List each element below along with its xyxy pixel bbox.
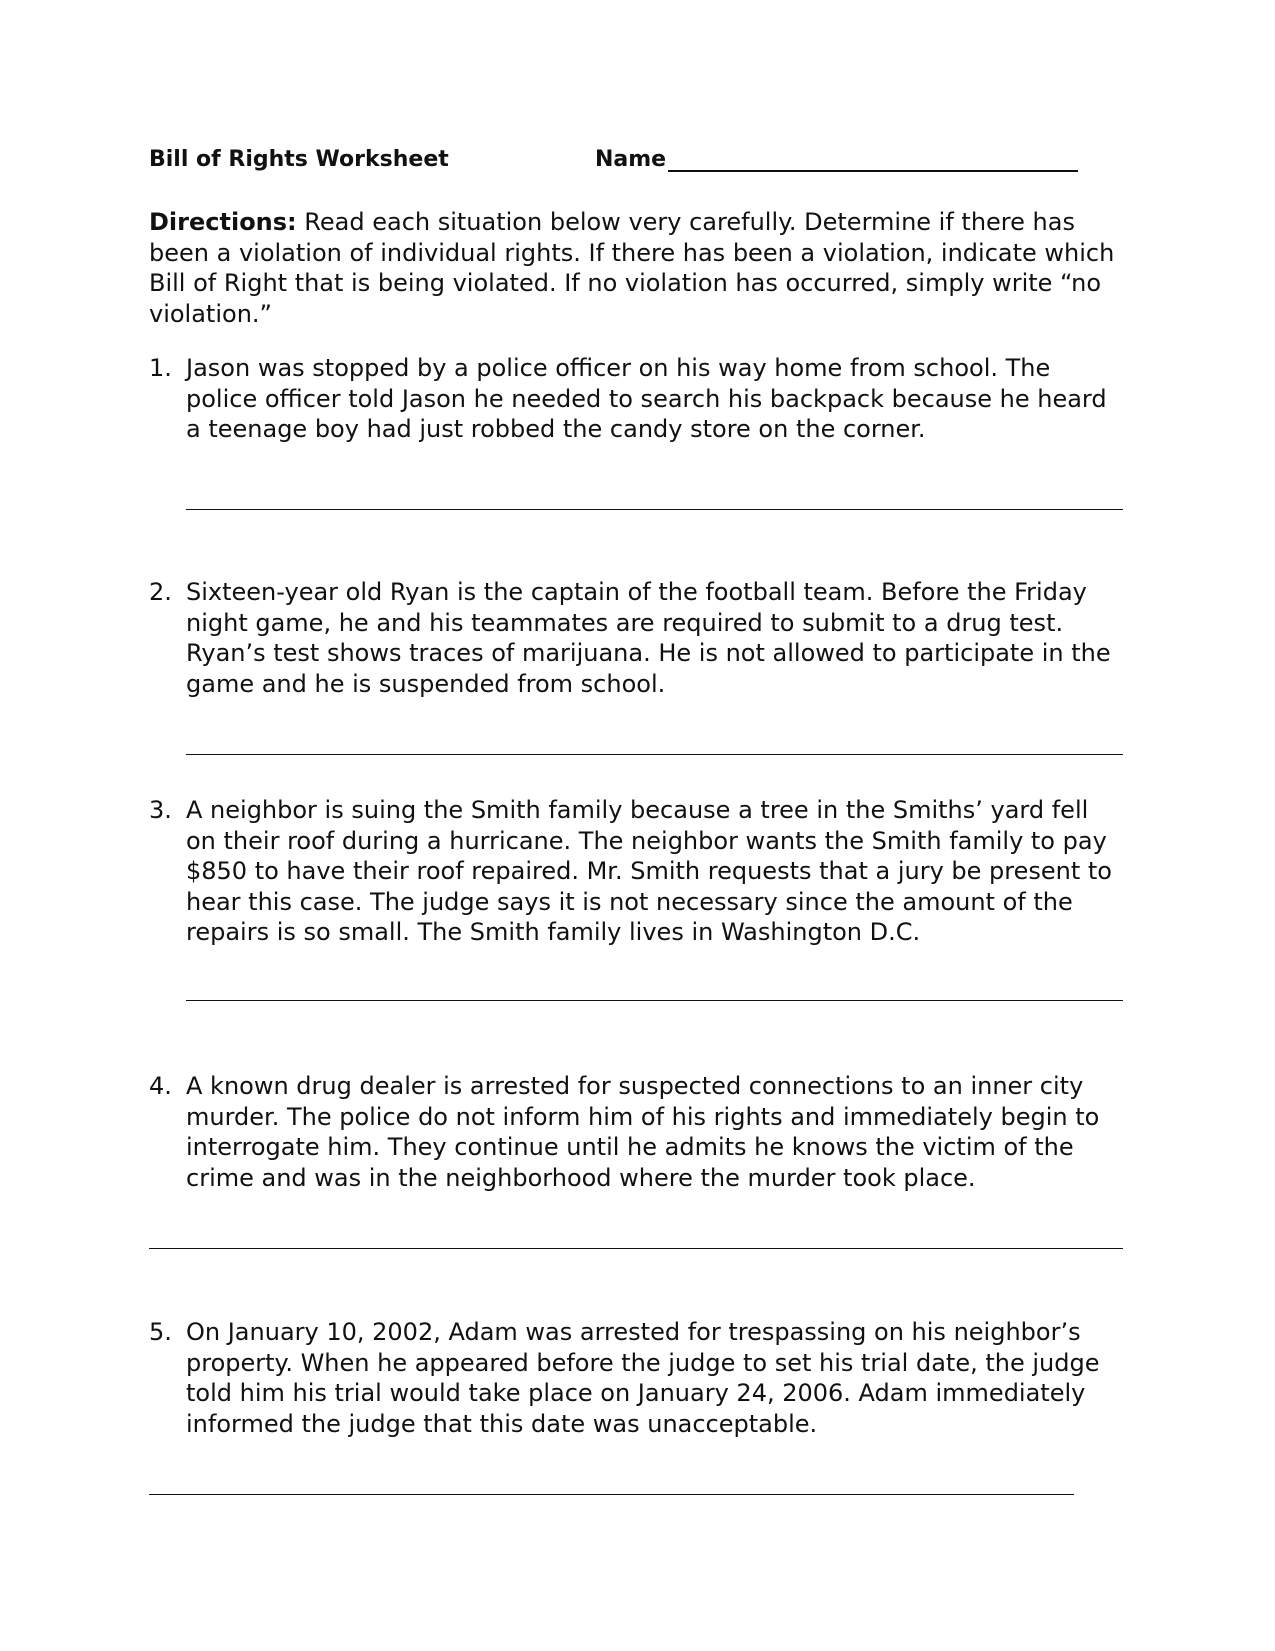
question-number: 3. <box>149 796 172 824</box>
name-field <box>595 147 1078 172</box>
question-text: A neighbor is suing the Smith family because a tree in the Smiths’ yard fell on their roof during a hurricane. The neighbor wants the Smith family to pay $850 to have their roof repaired. Mr. Smith requests that a jury be present to hear this case. The judge says it is not necessary since the amount of the repairs is so small. The Smith family lives in Washington D.C. <box>186 796 1112 946</box>
directions-label: Directions: <box>149 208 297 236</box>
answer-line-3[interactable] <box>186 1000 1123 1001</box>
question-text: Sixteen-year old Ryan is the captain of the football team. Before the Friday night game, he and his teammates are required to submit to a drug test. Ryan’s test shows traces of marijuana. He is not allowed to participate in the game and he is suspended from school. <box>186 578 1111 698</box>
answer-line-2[interactable] <box>186 754 1123 755</box>
answer-line-1[interactable] <box>186 509 1123 510</box>
question-number: 4. <box>149 1072 172 1100</box>
question-text: Jason was stopped by a police officer on his way home from school. The police officer told Jason he needed to search his backpack because he heard a teenage boy had just robbed the candy store on the corner. <box>186 354 1107 443</box>
question-text: A known drug dealer is arrested for suspected connections to an inner city murder. The police do not inform him of his rights and immediately begin to interrogate him. They continue until he admits he knows the victim of the crime and was in the neighborhood where the murder took place. <box>186 1072 1100 1192</box>
question-4 <box>149 1071 1124 1193</box>
question-1 <box>149 353 1124 445</box>
answer-line-4[interactable] <box>149 1248 1123 1249</box>
question-3 <box>149 795 1124 948</box>
question-5 <box>149 1317 1124 1439</box>
question-2 <box>149 577 1124 699</box>
worksheet-title: Bill of Rights Worksheet <box>149 147 449 172</box>
question-number: 2. <box>149 578 172 606</box>
directions-text: Read each situation below very carefully. Determine if there has been a violation of individual rights. If there has been a violation, indicate which Bill of Right that is being violated. If no violation has occurred, simply write “no violation.” <box>149 208 1115 328</box>
question-number: 5. <box>149 1318 172 1346</box>
answer-line-5[interactable] <box>149 1494 1074 1495</box>
directions <box>149 207 1124 329</box>
question-number: 1. <box>149 354 172 382</box>
name-answer-line[interactable] <box>668 148 1078 172</box>
question-text: On January 10, 2002, Adam was arrested for trespassing on his neighbor’s property. When he appeared before the judge to set his trial date, the judge told him his trial would take place on January 24, 2006. Adam immediately informed the judge that this date was unacceptable. <box>186 1318 1100 1438</box>
name-label: Name <box>595 147 667 172</box>
